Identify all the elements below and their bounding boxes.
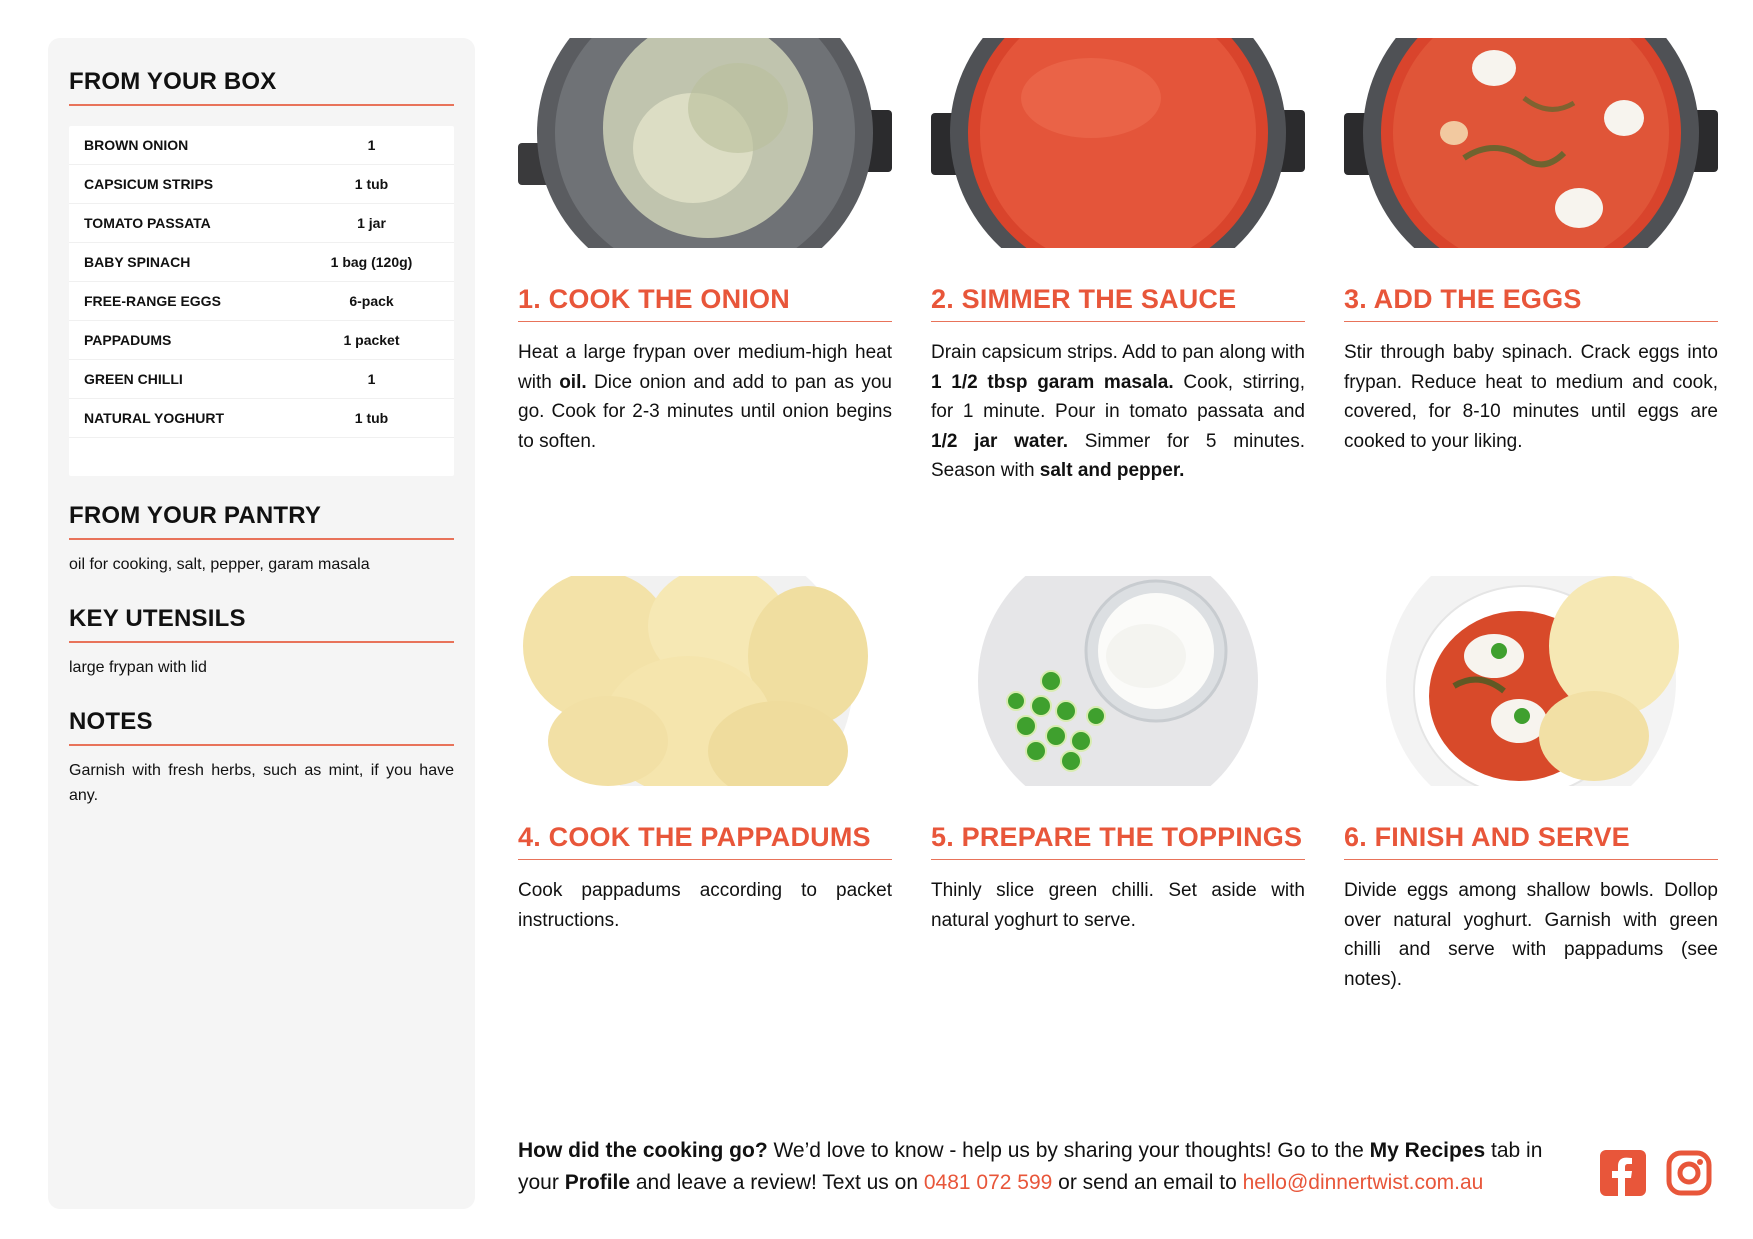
facebook-icon[interactable] (1600, 1150, 1646, 1201)
step-instructions (931, 338, 1305, 486)
ingredient-name: GREEN CHILLI (84, 371, 183, 387)
step-instructions (1344, 876, 1718, 994)
step-3 (1344, 38, 1718, 456)
step-1 (518, 38, 892, 456)
toppings-photo (931, 576, 1305, 786)
step-title: 4. COOK THE PAPPADUMS (518, 822, 892, 860)
ingredient-row (69, 321, 454, 360)
eggs-pan-photo (1344, 38, 1718, 248)
instruction-text: Cook pappadums according to packet instructions. (518, 880, 892, 931)
ingredient-qty: 1 (367, 371, 376, 387)
pappadums-photo (518, 576, 892, 786)
instruction-text: Cook, stirring, for 1 minute. Pour in tomato passata and (931, 371, 1305, 422)
step-5 (931, 576, 1305, 935)
step-title: 5. PREPARE THE TOPPINGS (931, 822, 1305, 860)
footer-question: How did the cooking go? (518, 1139, 768, 1162)
sauce-pan-photo (931, 38, 1305, 248)
step-instructions (518, 876, 892, 935)
instruction-text: Divide eggs among shallow bowls. Dollop over natural yoghurt. Garnish with green chilli and serve with pappadums (see notes). (1344, 880, 1718, 990)
ingredient-qty: 1 packet (343, 332, 400, 348)
utensils-text: large frypan with lid (69, 659, 207, 676)
step-6 (1344, 576, 1718, 994)
ingredient-row (69, 243, 454, 282)
step-title: 6. FINISH AND SERVE (1344, 822, 1718, 860)
notes-text: Garnish with fresh herbs, such as mint, if you have any. (69, 762, 454, 804)
emphasis-text: oil. (559, 371, 587, 393)
footer-text: tab in your (518, 1139, 1543, 1194)
key-utensils-heading: KEY UTENSILS (69, 605, 454, 643)
notes-heading: NOTES (69, 708, 454, 746)
ingredient-row (69, 282, 454, 321)
from-your-pantry-heading: FROM YOUR PANTRY (69, 502, 454, 540)
ingredient-qty: 1 tub (354, 176, 389, 192)
instruction-text: Simmer for 5 minutes. Season with (931, 430, 1305, 481)
from-your-box-heading: FROM YOUR BOX (69, 68, 454, 106)
footer-text: and leave a review! Text us on (630, 1171, 924, 1194)
emphasis-text: 1 1/2 tbsp garam masala. (931, 371, 1174, 393)
feedback-footer (518, 1135, 1578, 1199)
footer-text: or send an email to (1052, 1171, 1243, 1194)
ingredient-qty: 1 (367, 137, 376, 153)
instruction-text: Drain capsicum strips. Add to pan along with (931, 342, 1305, 363)
footer-text: We’d love to know - help us by sharing your thoughts! Go to the (767, 1139, 1370, 1162)
ingredient-row (69, 126, 454, 165)
emphasis-text: salt and pepper. (1039, 460, 1185, 481)
pantry-text: oil for cooking, salt, pepper, garam masala (69, 556, 370, 573)
step-instructions (518, 338, 892, 456)
ingredients-sidebar (48, 38, 475, 1209)
served-bowl-photo (1344, 576, 1718, 786)
my-recipes-link[interactable]: My Recipes (1369, 1139, 1486, 1162)
emphasis-text: 1/2 jar water. (931, 430, 1069, 452)
onion-pan-photo (518, 38, 892, 248)
ingredient-name: BABY SPINACH (84, 254, 191, 270)
profile-link[interactable]: Profile (564, 1171, 631, 1194)
ingredient-name: PAPPADUMS (84, 332, 172, 348)
ingredient-qty: 1 tub (354, 410, 389, 426)
email-link[interactable]: hello@dinnertwist.com.au (1242, 1171, 1484, 1194)
ingredient-row (69, 399, 454, 438)
instruction-text: Dice onion and add to pan as you go. Cook for 2-3 minutes until onion begins to soften. (518, 371, 892, 452)
instagram-icon[interactable] (1666, 1150, 1712, 1201)
pantry-section (69, 502, 454, 577)
ingredient-name: TOMATO PASSATA (84, 215, 211, 231)
ingredient-row (69, 204, 454, 243)
step-title: 3. ADD THE EGGS (1344, 284, 1718, 322)
ingredient-name: FREE-RANGE EGGS (84, 293, 221, 309)
ingredient-qty: 6-pack (349, 293, 394, 309)
table-spacer (69, 438, 454, 476)
utensils-section (69, 605, 454, 680)
step-4 (518, 576, 892, 935)
step-instructions (931, 876, 1305, 935)
instruction-text: Stir through baby spinach. Crack eggs into frypan. Reduce heat to medium and cook, covered, for 8-10 minutes until eggs are cooked to your liking. (1344, 342, 1718, 452)
ingredient-name: BROWN ONION (84, 137, 189, 153)
box-ingredients-table (69, 126, 454, 476)
ingredient-name: NATURAL YOGHURT (84, 410, 224, 426)
ingredient-qty: 1 jar (357, 215, 386, 231)
step-title: 1. COOK THE ONION (518, 284, 892, 322)
notes-section (69, 708, 454, 808)
step-title: 2. SIMMER THE SAUCE (931, 284, 1305, 322)
instruction-text: Heat a large frypan over medium-high heat with (518, 342, 892, 393)
step-instructions (1344, 338, 1718, 456)
ingredient-name: CAPSICUM STRIPS (84, 176, 214, 192)
phone-link[interactable]: 0481 072 599 (923, 1171, 1053, 1194)
instruction-text: Thinly slice green chilli. Set aside with natural yoghurt to serve. (931, 880, 1305, 931)
ingredient-row (69, 360, 454, 399)
ingredient-qty: 1 bag (120g) (330, 254, 413, 270)
ingredient-row (69, 165, 454, 204)
step-2 (931, 38, 1305, 486)
